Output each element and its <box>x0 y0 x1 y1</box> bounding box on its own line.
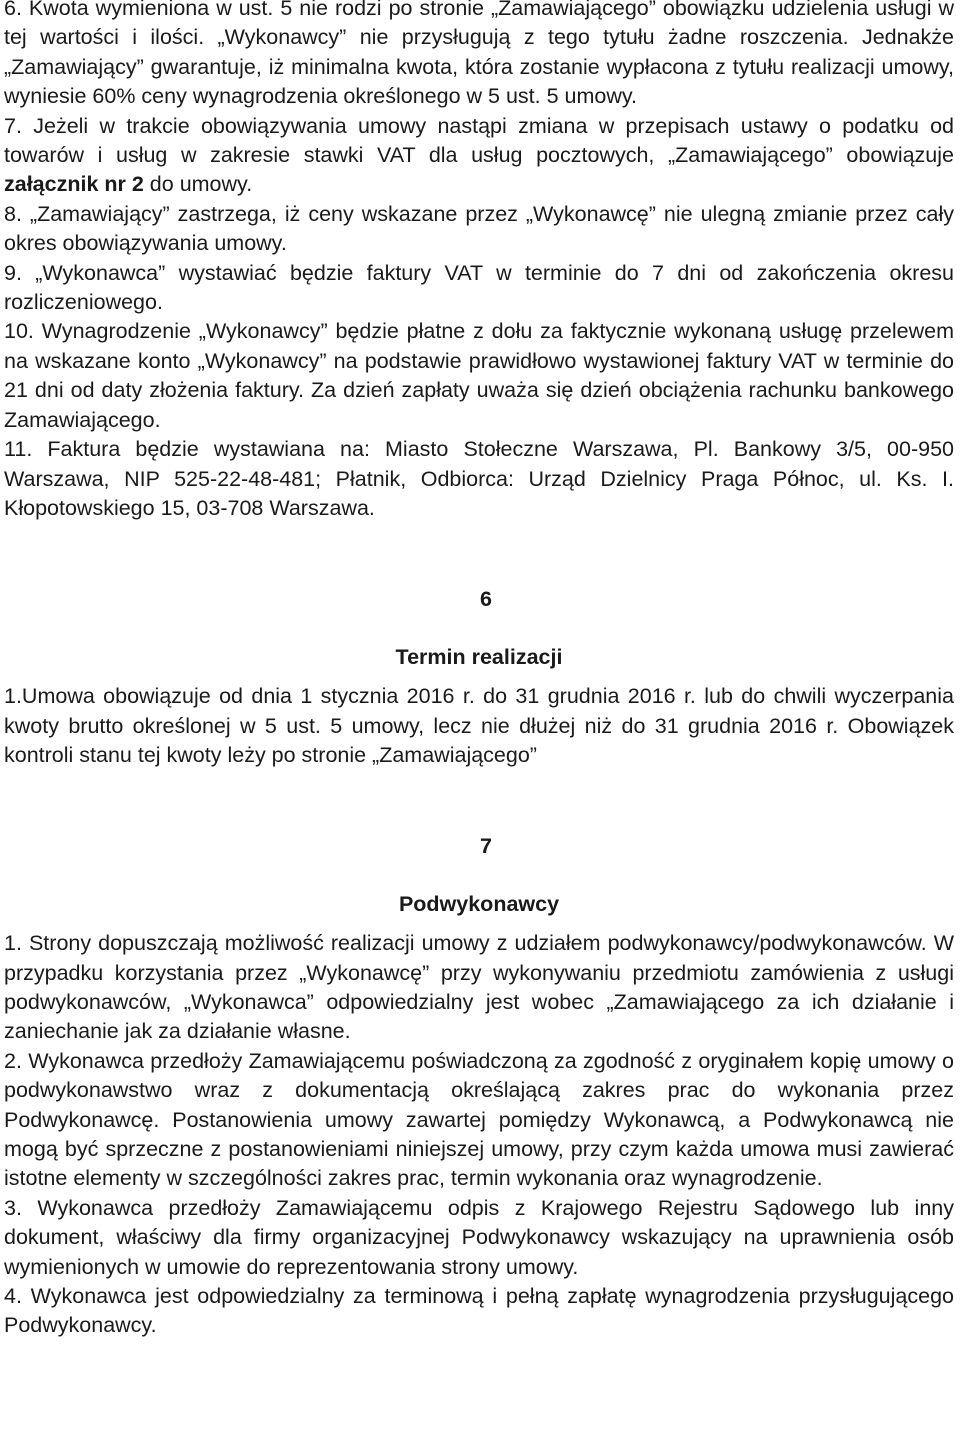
section-6-number: 6 <box>480 587 492 612</box>
paragraph-6: 6. Kwota wymieniona w ust. 5 nie rodzi po stronie „Zamawiającego” obowiązku udzielenia usługi w tej wartości i ilości. „Wykonawcy” nie przysługują z tego tytułu żadne roszczenia. Jednakże „Zamawiający” gwarantuje, iż minimalna kwota, która zostanie wypłacona z tytułu realizacji umowy, wyniesie 60% ceny wynagrodzenia określonego w 5 ust. 5 umowy. <box>4 0 954 109</box>
paragraph-8: 8. „Zamawiający” zastrzega, iż ceny wskazane przez „Wykonawcę” nie ulegną zmianie przez cały okres obowiązywania umowy. <box>4 201 954 256</box>
section-7-number: 7 <box>480 834 492 859</box>
section-6-title: Termin realizacji <box>395 644 563 669</box>
document-page <box>4 0 954 1341</box>
paragraph-11: 11. Faktura będzie wystawiana na: Miasto Stołeczne Warszawa, Pl. Bankowy 3/5, 00-950 Warszawa, NIP 525-22-48-481; Płatnik, Odbiorca: Urząd Dzielnicy Praga Północ, ul. Ks. I. Kłopotowskiego 15, 03-708 Warszawa. <box>4 437 954 520</box>
spacer <box>4 770 954 824</box>
section-6-paragraph-1: 1.Umowa obowiązuje od dnia 1 stycznia 2016 r. do 31 grudnia 2016 r. lub do chwili wyczerpania kwoty brutto określonej w 5 ust. 5 umowy, lecz nie dłużej niż do 31 grudnia 2016 r. Obowiązek kontroli stanu tej kwoty leży po stronie „Zamawiającego” <box>4 684 954 767</box>
section-7-paragraph-3: 3. Wykonawca przedłoży Zamawiającemu odpis z Krajowego Rejestru Sądowego lub inny dokument, właściwy dla firmy organizacyjnej Podwykonawcy wskazujący na uprawnienia osób wymienionych w umowie do reprezentowania strony umowy. <box>4 1195 954 1279</box>
paragraph-10: 10. Wynagrodzenie „Wykonawcy” będzie płatne z dołu za faktycznie wykonaną usługę przelewem na wskazane konto „Wykonawcy” na podstawie prawidłowo wystawionej faktury VAT w terminie do 21 dni od daty złożenia faktury. Za dzień zapłaty uważa się dzień obciążenia rachunku bankowego Zamawiającego. <box>4 319 954 432</box>
paragraph-7-text: 7. Jeżeli w trakcie obowiązywania umowy nastąpi zmiana w przepisach ustawy o podatku od towarów i usług w zakresie stawki VAT dla usług pocztowych, „Zamawiającego” obowiązuje <box>4 113 954 168</box>
section-7-paragraph-2: 2. Wykonawca przedłoży Zamawiającemu poświadczoną za zgodność z oryginałem kopię umowy o podwykonawstwo wraz z dokumentacją określającą zakres prac do wykonania przez Podwykonawcę. Postanowienia umowy zawartej pomiędzy Wykonawcą, a Podwykonawcą nie mogą być sprzeczne z postanowieniami niniejszej umowy, przy czym każda umowa musi zawierać istotne elementy w szczególności zakres prac, termin wykonania oraz wynagrodzenie. <box>4 1048 954 1191</box>
spacer <box>4 523 954 579</box>
section-7-title: Podwykonawcy <box>398 891 560 916</box>
section-7-paragraph-4: 4. Wykonawca jest odpowiedzialny za terminową i pełną zapłatę wynagrodzenia przysługującego Podwykonawcy. <box>4 1284 954 1338</box>
section-6-heading <box>4 585 954 672</box>
attachment-reference: załącznik nr 2 <box>4 172 144 197</box>
section-7-paragraph-1: 1. Strony dopuszczają możliwość realizacji umowy z udziałem podwykonawcy/podwykonawców. W przypadku korzystania przez „Wykonawcę” przy wykonywaniu przedmiotu zamówienia z usługi podwykonawców, „Wykonawca” odpowiedzialny jest wobec „Zamawiającego za ich działanie i zaniechanie jak za działanie własne. <box>4 931 954 1044</box>
paragraph-7-end: do umowy. <box>143 172 253 197</box>
section-7-heading <box>4 832 954 919</box>
paragraph-7 <box>4 112 954 200</box>
paragraph-9: 9. „Wykonawca” wystawiać będzie faktury VAT w terminie do 7 dni od zakończenia okresu rozliczeniowego. <box>4 260 954 315</box>
